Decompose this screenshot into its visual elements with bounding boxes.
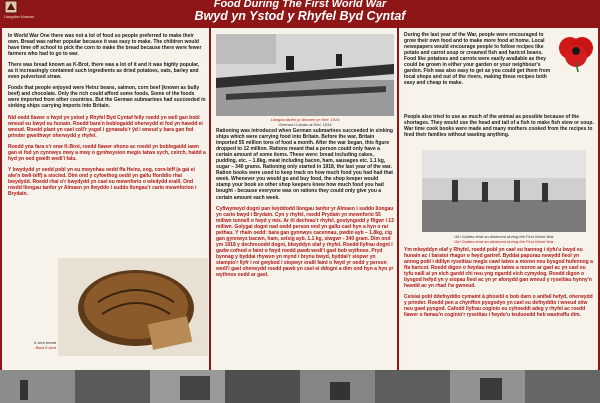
- footer-strip-image: [0, 370, 600, 403]
- museum-logo: [4, 0, 44, 19]
- title-english: Food During The First World War: [213, 0, 387, 10]
- k-brot-caption-english: K-brot bread: [33, 340, 56, 345]
- right-column-english-2: [404, 114, 594, 143]
- right-column-english: [404, 32, 552, 91]
- middle-welsh-paragraph: Cyflwynwyd dogni pan lwyddodd llongau tanfor yr Almaen i suddo llongau yn cario bwyd i Brydain. Cyn y rhyfel, roedd Prydain yn mewnforio 55 miliwn tunnell o fwyd y mis. Ar ôl dechrau'r rhyfel, gostyngodd y ffigwr i 12 miliwn. Golygai dogni nad oedd person ond yn gallu cael hyn a hyn o rai pethau. Y rhain oedd: bara gan gynnwys cacennau, pwdin ayb – 1.8kg, cig gan gynnwys bacwn, ham, selsig ayb. 1.1 kg, siwgwr - 340 gram. Dim ond ym 1918 y dechreuodd dogni, blwyddyn olaf y rhyfel. Roedd llyfrau dogni i gadw cofnod o faint o fwyd roedd pawb wedi'i gael bob wythnos. Pryd bynnag y byddai rhywun yn mynd i brynu bwyd, byddai'r siopwr yn stampio'r llyfr i roi gwybod i siopwyr eraill faint o fwyd yr oedd y person wedi'i gael oherwydd roedd pawb yn cael ei ddogni a dim ond hyn a hyn yr wythnos oedd ar gael.: [216, 205, 394, 279]
- k-brot-caption-welsh: Bara K-brot: [35, 345, 56, 350]
- footer-photo-strip: [0, 370, 600, 403]
- left-column-english: [8, 33, 206, 202]
- u-boats-image: [216, 34, 394, 116]
- u-boats-caption-english: German U-boats at Kiel, 1914: [278, 122, 332, 127]
- museum-crest-icon: [4, 0, 18, 14]
- girl-guides-caption-welsh: Girl Guides tend an allotment during the First World War: [454, 239, 554, 244]
- header: [0, 0, 600, 28]
- left-paragraph-1: In World War One there was not a lot of food so people preferred to make their own. Bread was rather popular because it was easy to make. The children would have time off school to pick the corn to make the bread because there were fewer farmers who had to go to war.: [8, 33, 202, 58]
- u-boats-photo: [216, 34, 394, 116]
- right-column-welsh: [404, 247, 594, 324]
- u-boats-caption: [216, 117, 394, 127]
- right-welsh-paragraph-1: Ym mlwyddyn olaf y Rhyfel, roedd pobl yn cael eu hannog i dyfu'u bwyd eu hunain ac i baratoi rhagor o fwyd gartref. Byddai papurau newydd lleol yn annog pobl i ddilyn ryseitiau megis cawl tatws a moron neu bysgod hufennog a ffa haricot. Roedd digon o fwydau megis tatws a moron ar gael ac yn cael eu tyfu naill ai yn eich gardd chi neu yng ngardd eich cymydog. Roedd digon o bysgod hefyd yn y siopau lleol ac yn yr afonydd gan wneud y ryseitiau hynny'n hawdd ac yn rhad i'w gwneud.: [404, 247, 593, 290]
- girl-guides-photo: [422, 150, 586, 232]
- bread-image: [58, 258, 208, 356]
- girl-guides-caption-english: Girl Guides tend an allotment during the First World War: [454, 234, 554, 239]
- poppy-icon: [556, 32, 596, 72]
- k-brot-caption: [4, 340, 56, 350]
- page-title: [120, 0, 480, 22]
- left-paragraph-2: There was bread known as K-Brot, there was a lot of it and it was highly popular, as it increasingly contained such ingredients as dried potatoes, oats, barley and even pulverised straw.: [8, 62, 200, 81]
- left-welsh-paragraph-2: Roedd yna fara o'r enw K-Brot, roedd llawer ohono ac roedd yn boblogaidd iawn gan ei fod yn cynnwys mwy a mwy o gynhwysion megis tatws sych, ceirch, haidd a hyd yn oed gwellt wedi'i falu.: [8, 143, 206, 162]
- left-paragraph-3: Foods that people enjoyed were Heinz beans, salmon, corn beef (known as bully beef) and chocolate. Only the rich could afford some foods. Some of the foods were imported from other countries. But the German submarines had succeeded in sinking ships carrying imports into Britain.: [8, 85, 206, 110]
- left-welsh-paragraph-1: Nid oedd llawer o fwyd yn ystod y Rhyfel Byd Cyntaf felly roedd yn well gan bobl wneud eu bwyd eu hunain. Roedd bara'n boblogaidd oherwydd ei fod yn hawdd ei wneud. Roedd plant yn cael coll'r ysgol i gynaeafu'r ŷd i wneud y bara gan fod prinder gweithwyr oherwydd y rhyfel.: [8, 114, 203, 139]
- right-welsh-paragraph-2: Ceisiai pobl ddefnyddio cymaint â phosibl o bob darn o anifail hefyd, oherwydd y prinder. Roedd pen a chynffon pysgodyn yn cael eu defnyddio i wneud stiw neu gawl pysgod. Cafodd llyfrau coginio eu cyhoeddi adeg y rhyfel ac roedd llawer o famau'n coginio'r ryseitiau i fwydo'u teuluoedd heb wastraffu dim.: [404, 294, 593, 319]
- title-welsh: Bwyd yn Ystod y Rhyfel Byd Cyntaf: [194, 9, 406, 23]
- middle-column-text: [216, 128, 394, 283]
- right-paragraph-2: People also tried to use as much of the animal as possible because of the shortages. They would use the head and tail of a fish to make fish stew or soup. War time cook books were made and many mothers cooked from the recipes to feed their families without wasting anything.: [404, 114, 594, 139]
- girl-guides-caption: [422, 234, 586, 244]
- u-boats-caption-welsh: Llongau tanfor yr Almaen yn Kiel, 1914: [270, 117, 340, 122]
- logo-text: Llangollen Museum: [4, 15, 35, 19]
- k-brot-bread-photo: [58, 258, 208, 356]
- left-welsh-paragraph-3: Y bwydydd yr oedd pobl yn eu mwynhau oedd ffa Heinz, eog, corn-biff (a gai ei alw'n bwli-biff) a siocled. Dim ond y cyfoethog oedd yn gallu fforddio rhai bwydydd. Roedd rhai o'r bwydydd yn cael eu mewnforio o wledydd eraill. Ond roedd llongau tanfor yr Almaen yn llwyddo i suddo llongau'r cario mewnforion i Brydain.: [8, 166, 197, 198]
- middle-paragraph: Rationing was introduced when German submarines succeeded in sinking ships which were carrying food into Britain. Before the war, Britain imported 55 million tons of food a month. After the war began, this figure dropped to 12 million. Rations meant that a person could only have a certain amount of some items. These were: bread including cakes, pudding, etc. – 1.8kg, meat including bacon, ham, sausages etc. 1.1 kg, sugar – 340 grams. Rationing only started in 1918, the last year of the war. Ration books were used to keep track on how much food you had had that week. Whenever you would go and buy food, the shop keeper would stamp your book so other shop keepers knew how much food you had bought - because everyone was on rations they could only give you a certain amount each week.: [216, 128, 393, 201]
- girl-guides-image: [422, 150, 586, 232]
- right-paragraph-1: During the last year of the War, people were encouraged to grow their own food and to make more food at home. Local newspapers would encourage people to follow recipes like potato and carrot soup or creamed fish and haricot beans. Food like potatoes and carrots were easily available as they could be grown in either your garden or your neighbour's garden. Fish was also easy to get as you could get them from local shops and out of the rivers, making these recipes both easy and cheap to make.: [404, 32, 551, 87]
